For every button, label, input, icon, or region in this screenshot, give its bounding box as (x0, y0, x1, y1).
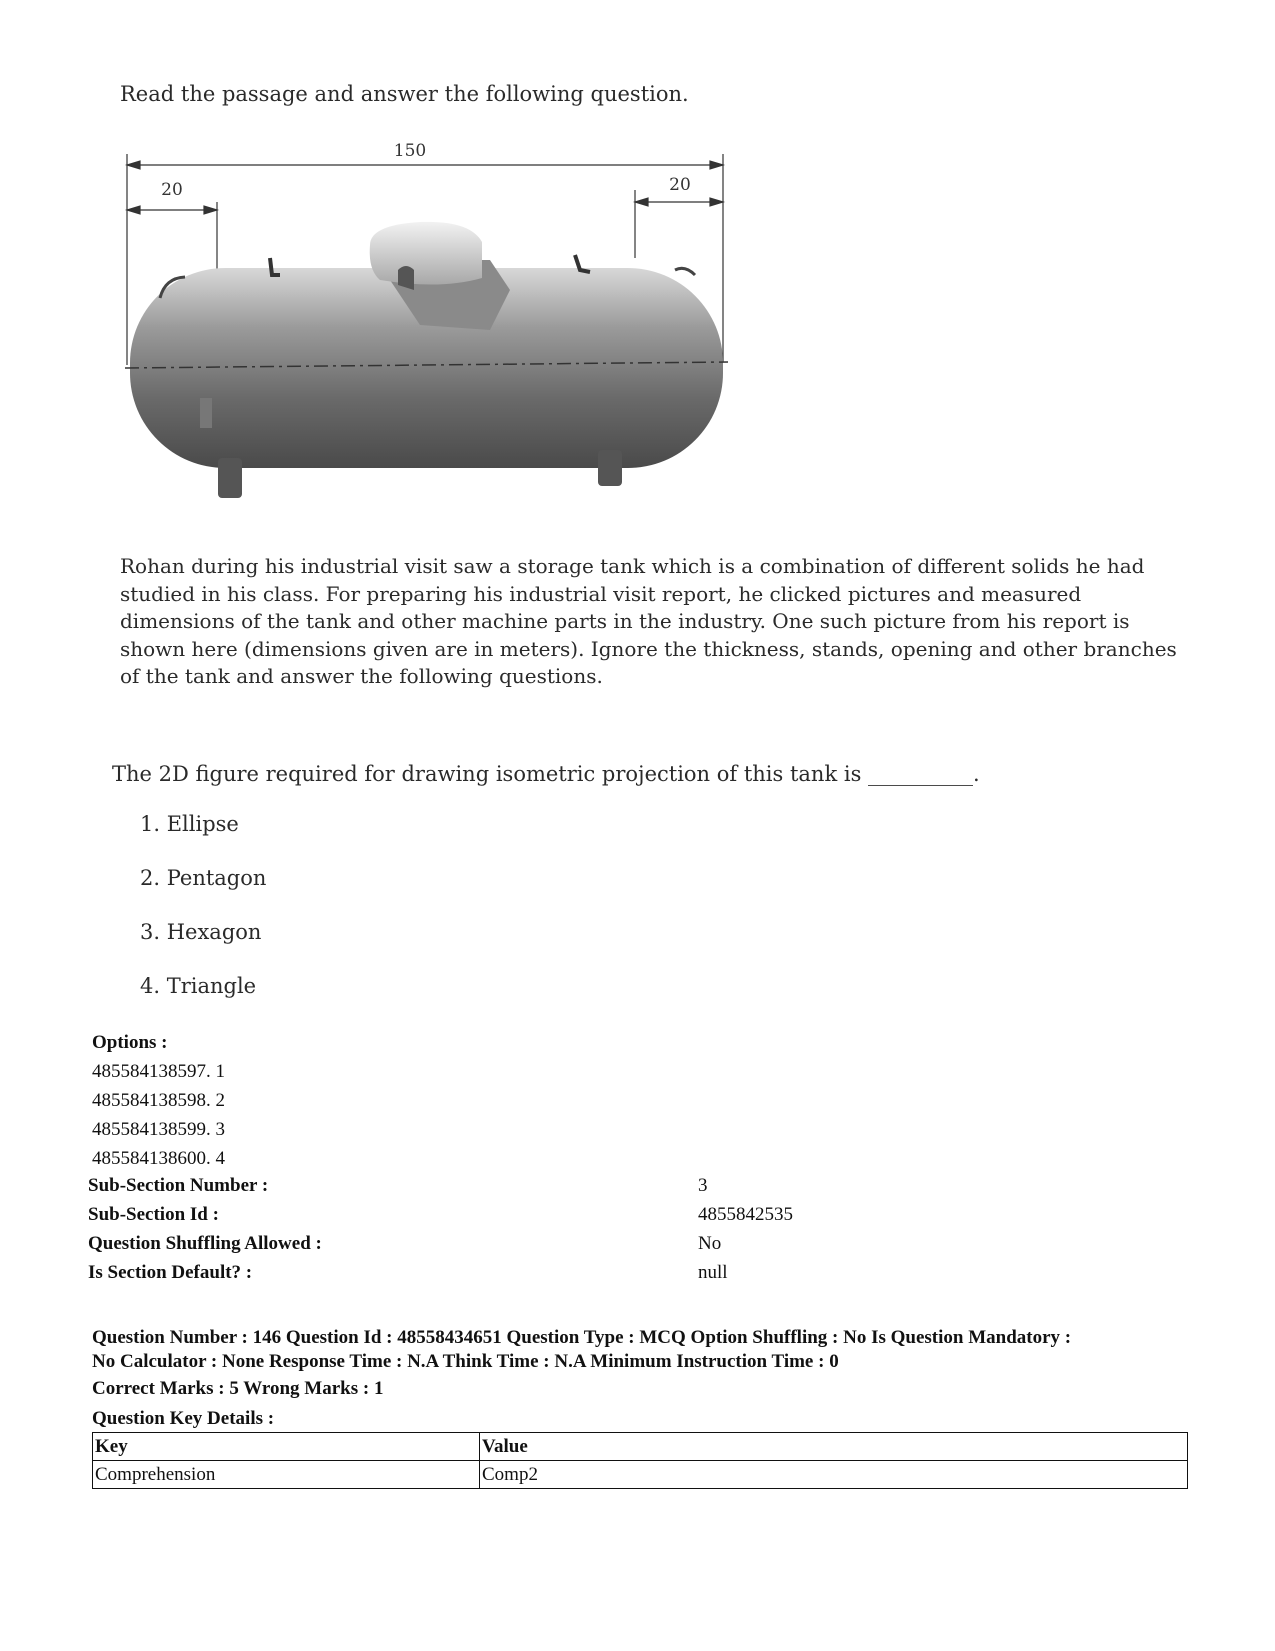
meta-row (88, 1233, 1188, 1262)
table-header-row (93, 1433, 1188, 1461)
question-info-line: Question Number : 146 Question Id : 48558434651 Question Type : MCQ Option Shuffling : No Is Question Mandatory : (92, 1327, 1072, 1348)
question-info-line: No Calculator : None Response Time : N.A Think Time : N.A Minimum Instruction Time : 0 (92, 1351, 839, 1372)
passage-text: Rohan during his industrial visit saw a storage tank which is a combination of different solids he had studied in his class. For preparing his industrial visit report, he clicked pictures and measured dimensions of the tank and other machine parts in the industry. One such picture from his report is shown here (dimensions given are in meters). Ignore the thickness, stands, opening and other branches of the tank and answer the following questions. (120, 554, 1177, 688)
question-info (92, 1326, 1212, 1374)
answer-list (140, 812, 266, 1028)
column-header: Value (480, 1433, 1188, 1461)
question-text: The 2D figure required for drawing isometric projection of this tank is __________. (112, 762, 980, 786)
answer-choice: 1. Ellipse (140, 812, 239, 836)
meta-label: Sub-Section Id : (88, 1204, 219, 1225)
meta-label: Is Section Default? : (88, 1262, 253, 1283)
meta-label: Sub-Section Number : (88, 1175, 269, 1196)
table-cell: Comp2 (480, 1461, 1188, 1489)
table-row (93, 1461, 1188, 1489)
meta-value: null (698, 1262, 728, 1283)
answer-choice: 2. Pentagon (140, 866, 267, 890)
option-item: 485584138599. 3 (92, 1119, 225, 1140)
dimension-label-right: 20 (669, 175, 691, 195)
meta-value: 4855842535 (698, 1204, 793, 1225)
dimension-label-total: 150 (393, 141, 427, 161)
meta-row (88, 1204, 1188, 1233)
options-block (92, 1028, 225, 1173)
subsection-meta (88, 1175, 1188, 1291)
column-header: Key (93, 1433, 480, 1461)
marks-info: Correct Marks : 5 Wrong Marks : 1 (92, 1378, 384, 1399)
option-item: 485584138598. 2 (92, 1090, 225, 1111)
meta-value: No (698, 1233, 722, 1254)
meta-row (88, 1262, 1188, 1291)
answer-choice: 3. Hexagon (140, 920, 262, 944)
options-heading: Options : (92, 1032, 168, 1053)
option-item: 485584138600. 4 (92, 1148, 225, 1169)
dimension-label-left: 20 (161, 180, 183, 200)
storage-tank-figure (120, 140, 770, 530)
table-cell: Comprehension (93, 1461, 480, 1489)
meta-label: Question Shuffling Allowed : (88, 1233, 322, 1254)
meta-value: 3 (698, 1175, 708, 1196)
key-details-heading: Question Key Details : (92, 1408, 275, 1429)
tank-body (125, 222, 728, 498)
key-details-table (92, 1432, 1188, 1489)
option-item: 485584138597. 1 (92, 1061, 225, 1082)
answer-choice: 4. Triangle (140, 974, 257, 998)
passage-instruction: Read the passage and answer the following question. (120, 82, 689, 106)
meta-row (88, 1175, 1188, 1204)
